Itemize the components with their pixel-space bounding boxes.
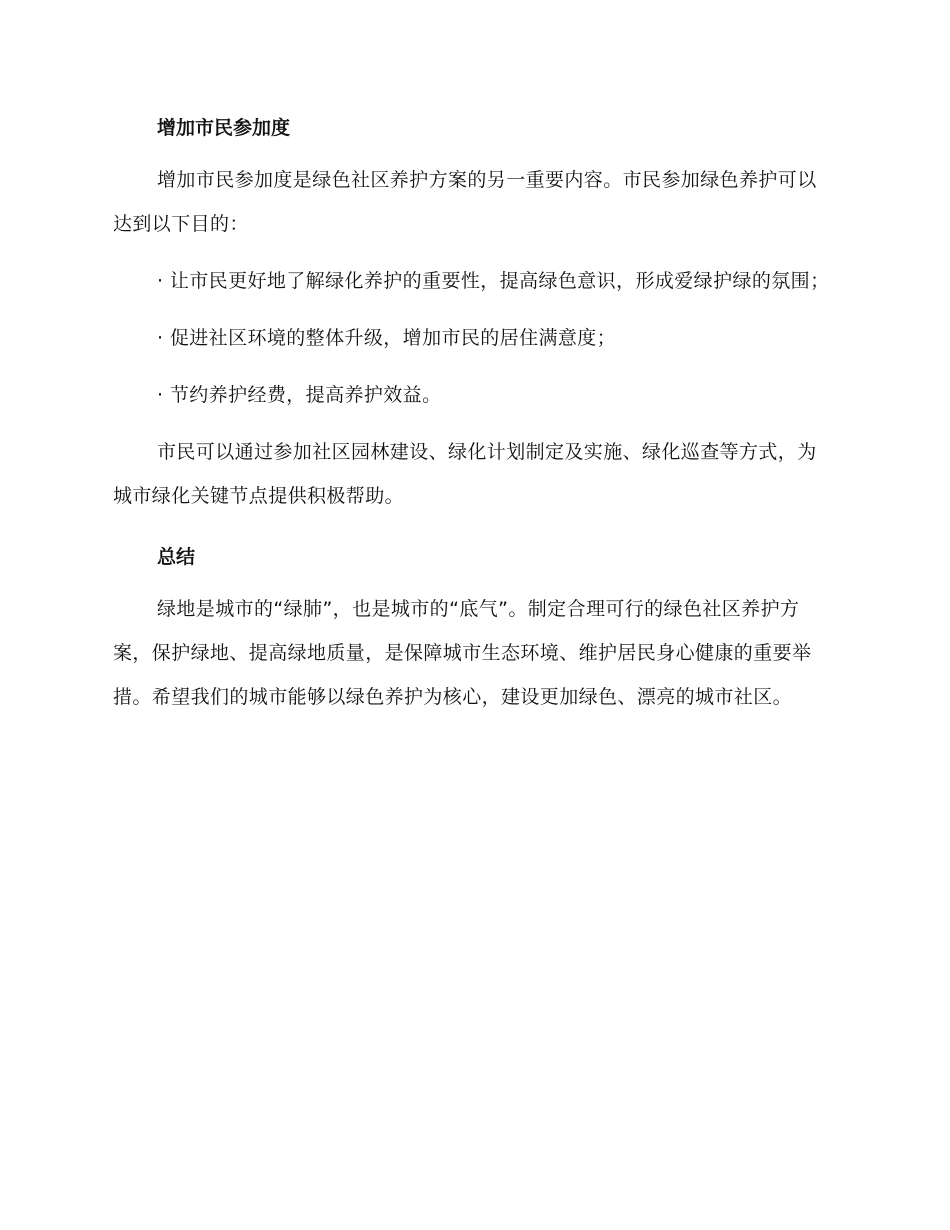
paragraph-summary: 绿地是城市的“绿肺”，也是城市的“底气”。制定合理可行的绿色社区养护方案，保护绿地、提高绿地质量，是保障城市生态环境、维护居民身心健康的重要举措。希望我们的城市能够以绿色养护为核心，建设更加绿色、漂亮的城市社区。 <box>113 598 812 708</box>
document-page <box>113 102 833 732</box>
section-heading-participation: 增加市民参加度 <box>157 117 291 139</box>
paragraph-participation-intro: 增加市民参加度是绿色社区养护方案的另一重要内容。市民参加绿色养护可以达到以下目的： <box>113 169 817 235</box>
bullet-item: · 节约养护经费，提高养护效益。 <box>157 384 442 406</box>
bullet-item: · 让市民更好地了解绿化养护的重要性，提高绿色意识，形成爱绿护绿的氛围； <box>157 270 830 292</box>
paragraph-participation-closing: 市民可以通过参加社区园林建设、绿化计划制定及实施、绿化巡查等方式，为城市绿化关键节点提供积极帮助。 <box>113 441 817 507</box>
bullet-item: · 促进社区环境的整体升级，增加市民的居住满意度； <box>157 327 617 349</box>
section-heading-summary: 总结 <box>157 546 196 568</box>
